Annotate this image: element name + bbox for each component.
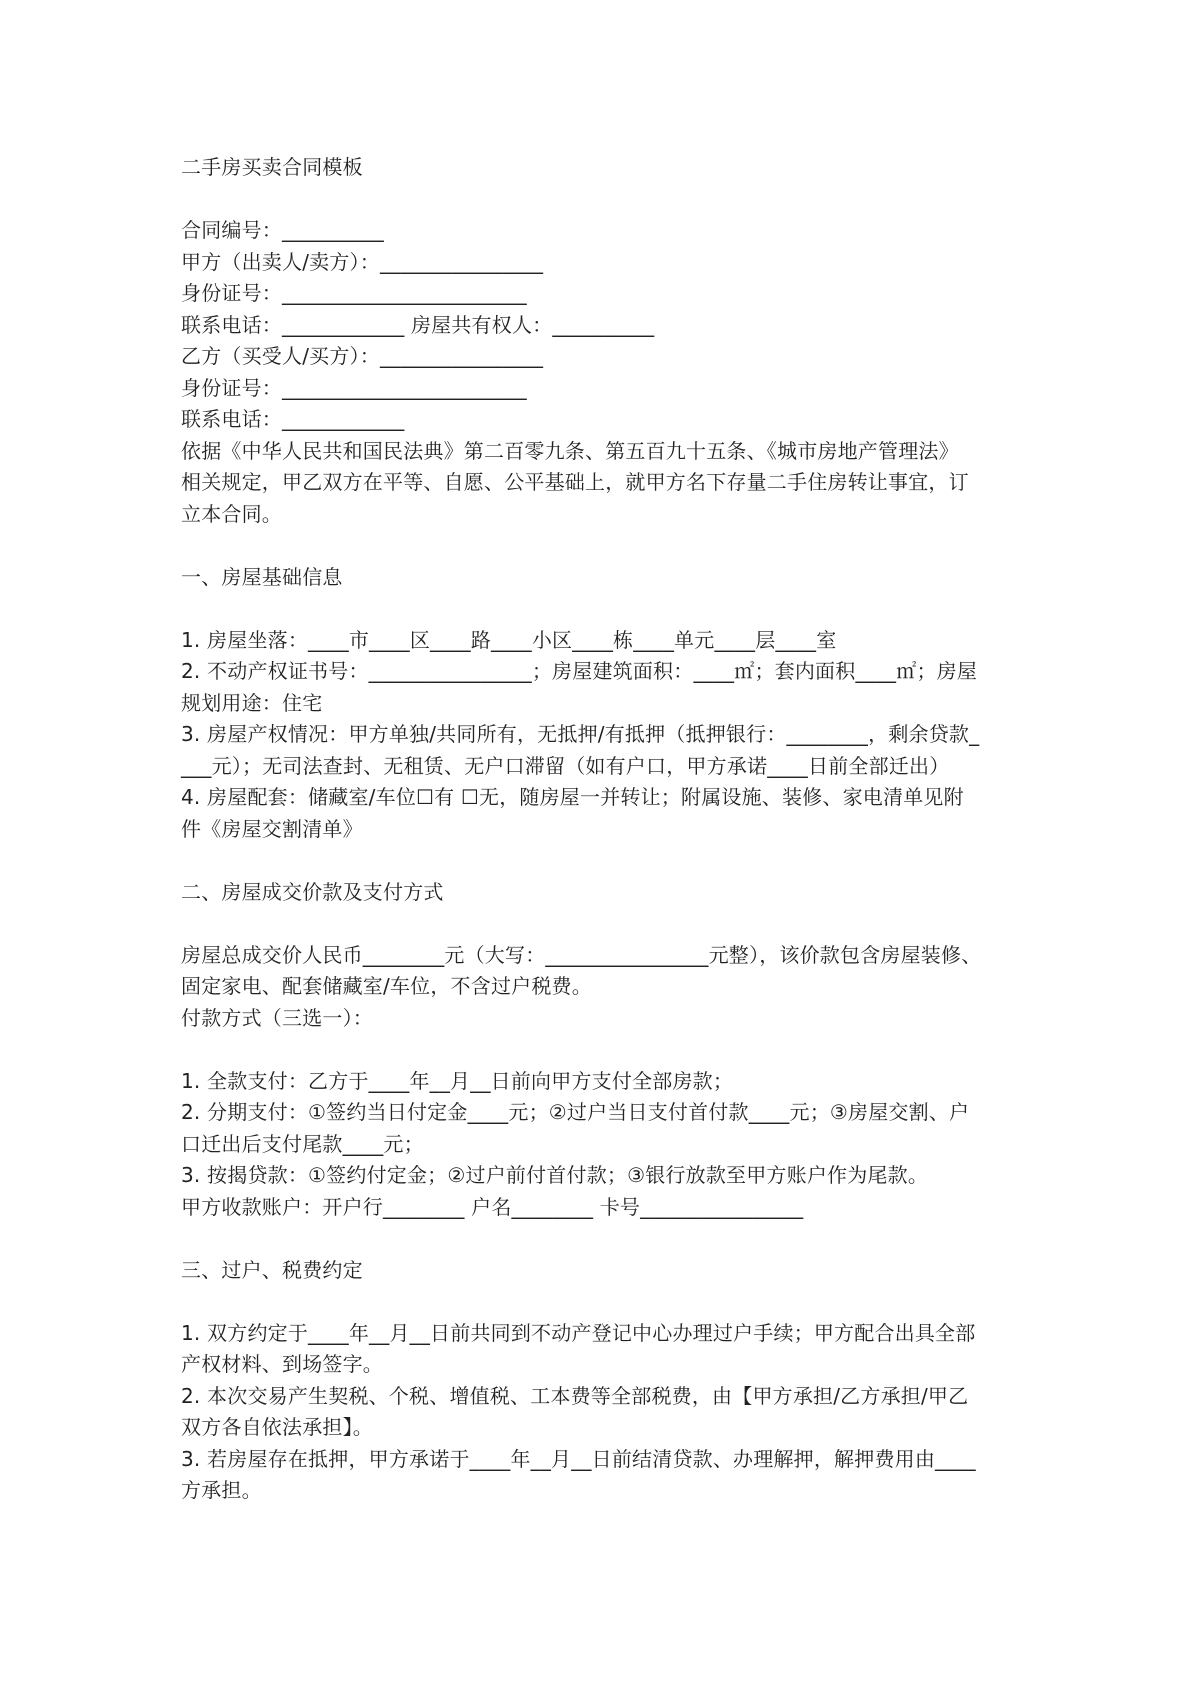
clause-line: 件《房屋交割清单》 — [181, 816, 363, 841]
clause-line: 2. 本次交易产生契税、个税、增值税、工本费等全部税费，由【甲方承担/乙方承担/甲乙 — [181, 1383, 969, 1408]
section-price-payment — [181, 877, 1021, 1224]
clause-line: 2. 不动产权证书号：________________；房屋建筑面积：____㎡；套内面积____㎡；房屋 — [181, 659, 978, 683]
section-heading: 一、房屋基础信息 — [181, 564, 343, 589]
field-party-a: 甲方（出卖人/卖方）：________________ — [181, 249, 544, 274]
field-contract-number: 合同编号：__________ — [181, 218, 384, 242]
field-party-b-phone: 联系电话：____________ — [181, 407, 405, 431]
field-party-a-id: 身份证号：________________________ — [181, 281, 527, 305]
preamble-line: 相关规定，甲乙双方在平等、自愿、公平基础上，就甲方名下存量二手住房转让事宜，订 — [181, 470, 969, 494]
clause-line: 产权材料、到场签字。 — [181, 1352, 383, 1376]
section-heading: 三、过户、税费约定 — [181, 1257, 363, 1282]
clause-line: 双方各自依法承担】。 — [181, 1415, 373, 1439]
spacer — [181, 1286, 1021, 1318]
account-line: 甲方收款账户：开户行________ 户名________ 卡号________________ — [181, 1194, 804, 1219]
clause-line: ___元）；无司法查封、无租赁、无户口滞留（如有户口，甲方承诺____日前全部迁出） — [181, 753, 950, 778]
clause-line: 2. 分期支付：①签约当日付定金____元；②过户当日支付首付款____元；③房屋交割、户 — [181, 1100, 970, 1124]
payment-method-label: 付款方式（三选一）： — [181, 1005, 373, 1030]
field-party-b: 乙方（买受人/买方）：________________ — [181, 344, 544, 368]
clause-line: 口迁出后支付尾款____元； — [181, 1131, 424, 1156]
clause-line: 方承担。 — [181, 1478, 262, 1502]
spacer — [181, 908, 1021, 940]
spacer — [181, 1223, 1021, 1255]
clause-line: 3. 若房屋存在抵押，甲方承诺于____年__月__日前结清贷款、办理解押，解押费用由____ — [181, 1446, 976, 1471]
section-house-info — [181, 562, 1021, 846]
spacer — [181, 593, 1021, 625]
clause-line: 1. 全款支付：乙方于____年__月__日前向甲方支付全部房款； — [181, 1068, 734, 1093]
price-line: 房屋总成交价人民币________元（大写：________________元整），该价款包含房屋装修、 — [181, 942, 982, 967]
field-party-a-phone: 联系电话：____________ 房屋共有权人：__________ — [181, 312, 655, 337]
clause-line: 1. 双方约定于____年__月__日前共同到不动产登记中心办理过户手续；甲方配合出具全部 — [181, 1320, 976, 1345]
preamble-line: 立本合同。 — [181, 501, 282, 526]
clause-line: 3. 按揭贷款：①签约付定金；②过户前付首付款；③银行放款至甲方账户作为尾款。 — [181, 1163, 929, 1187]
spacer — [181, 530, 1021, 562]
preamble — [181, 436, 1021, 531]
contract-document — [181, 152, 1021, 1507]
clause-line: 规划用途：住宅 — [181, 690, 323, 715]
field-party-b-id: 身份证号：________________________ — [181, 375, 527, 400]
preamble-line: 依据《中华人民共和国民法典》第二百零九条、第五百九十五条、《城市房地产管理法》 — [181, 438, 959, 463]
section-heading: 二、房屋成交价款及支付方式 — [181, 879, 444, 904]
document-title: 二手房买卖合同模板 — [181, 155, 363, 179]
spacer — [181, 184, 1021, 216]
price-line: 固定家电、配套储藏室/车位，不含过户税费。 — [181, 974, 592, 998]
spacer — [181, 845, 1021, 877]
clause-line: 1. 房屋坐落：____市____区____路____小区____栋____单元____层____室 — [181, 627, 837, 652]
spacer — [181, 1034, 1021, 1066]
clause-line: 3. 房屋产权情况：甲方单独/共同所有，无抵押/有抵押（抵押银行：________，剩余贷款_ — [181, 722, 980, 746]
section-transfer-tax — [181, 1255, 1021, 1507]
header-fields — [181, 215, 1021, 436]
clause-line: 4. 房屋配套：储藏室/车位☐有 ☐无，随房屋一并转让；附属设施、装修、家电清单见附 — [181, 785, 964, 809]
